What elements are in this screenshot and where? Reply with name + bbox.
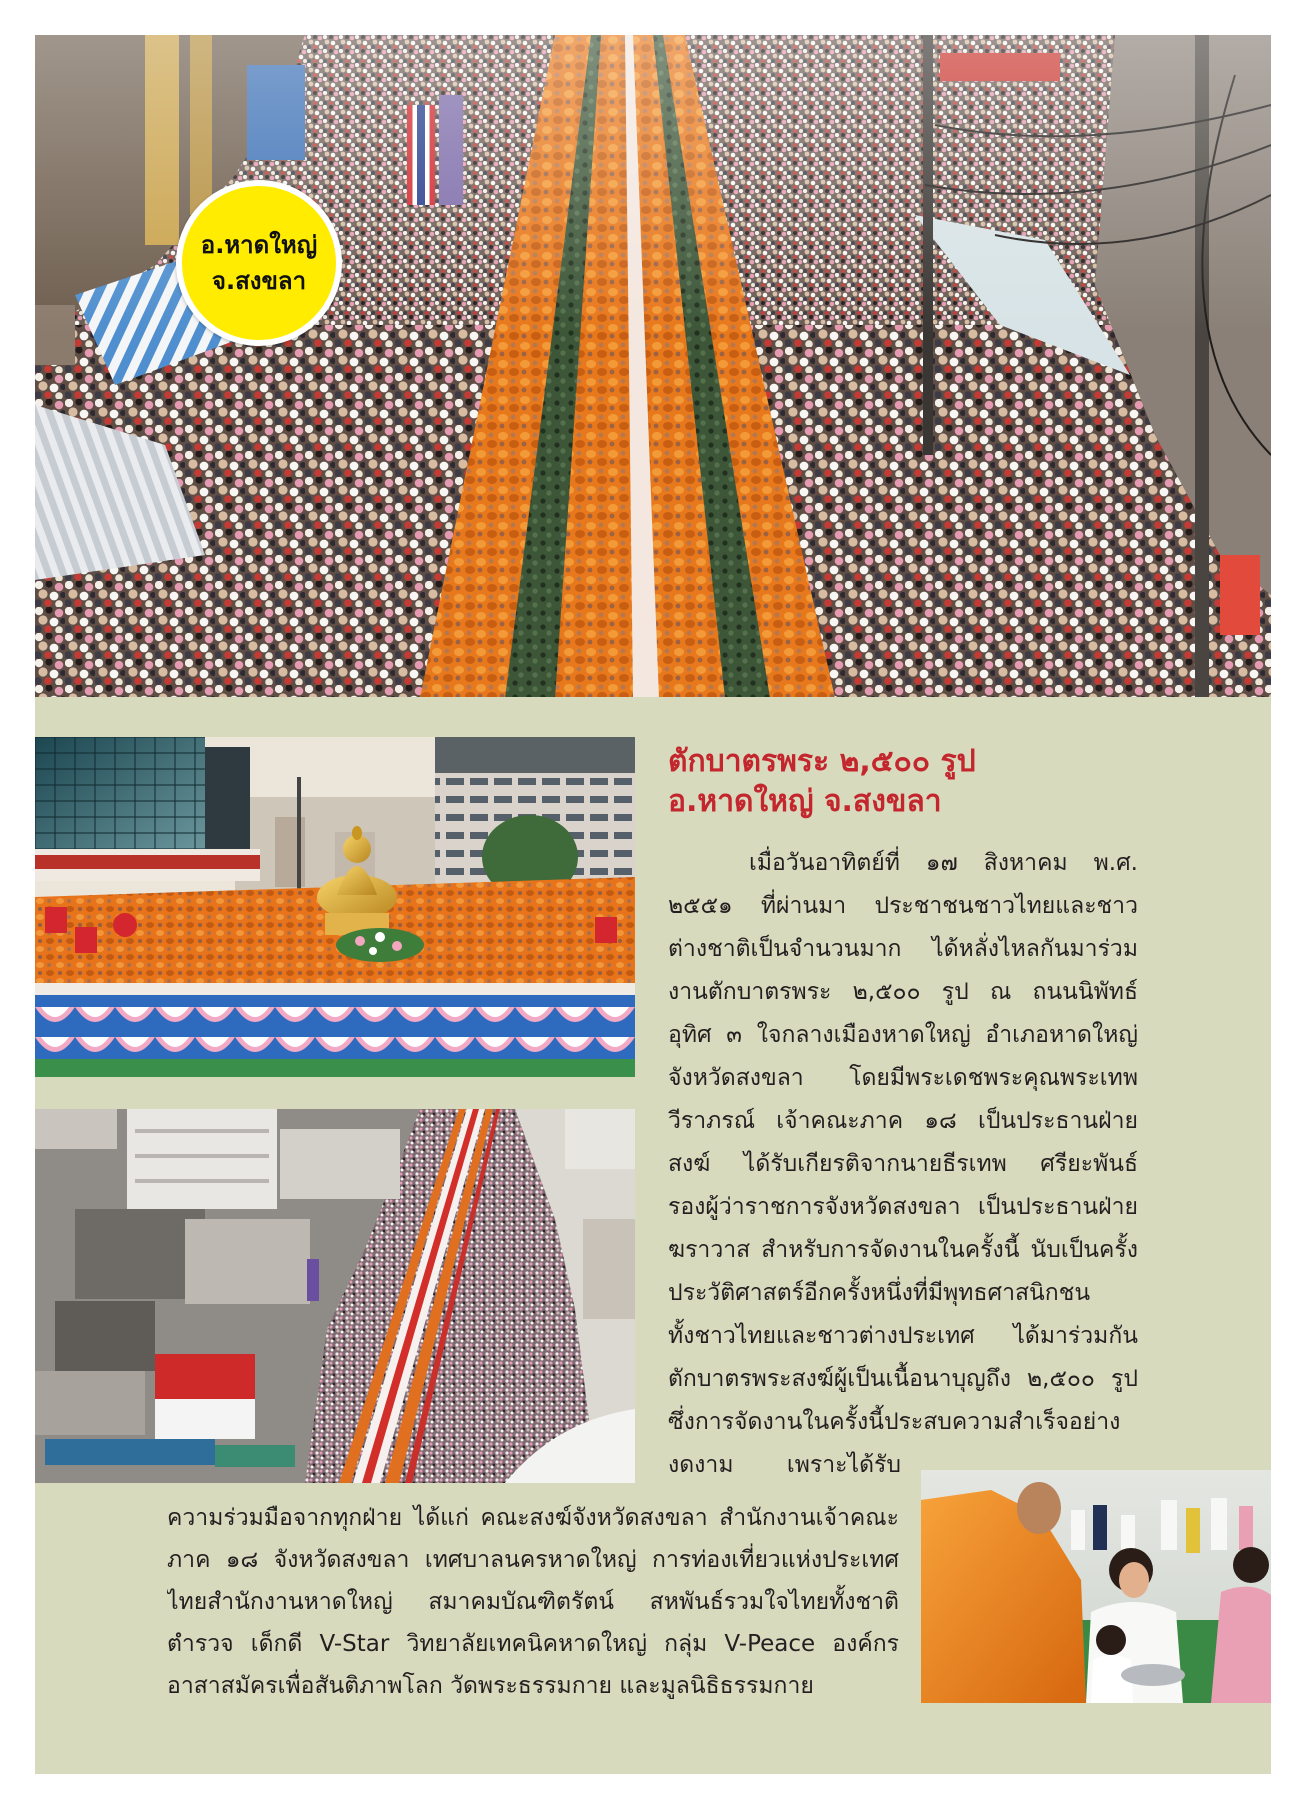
body-line: จังหวัดสงขลา โดยมีพระเดชพระคุณพระเทพ <box>668 1065 1138 1091</box>
location-badge <box>176 180 342 346</box>
body-line: ตำรวจ เด็กดี V-Star วิทยาลัยเทคนิคหาดใหญ่ กลุ่ม V-Peace องค์กร <box>167 1631 899 1657</box>
body-line: ต่างชาติเป็นจำนวนมาก ได้หลั่งไหลกันมาร่วม <box>668 936 1138 962</box>
article-title-line: อ.หาดใหญ่ จ.สงขลา <box>668 784 942 819</box>
body-line: ทั้งชาวไทยและชาวต่างประเทศ ได้มาร่วมกัน <box>668 1323 1138 1349</box>
body-line: วีราภรณ์ เจ้าคณะภาค ๑๘ เป็นประธานฝ่าย <box>668 1108 1138 1134</box>
red-white-sign-box <box>155 1354 255 1439</box>
body-line: ซึ่งการจัดงานในครั้งนี้ประสบความสำเร็จอย่าง <box>668 1409 1121 1435</box>
photo-buddha-ceremony-image <box>35 737 635 1077</box>
article-title <box>668 742 1228 822</box>
body-line: ภาค ๑๘ จังหวัดสงขลา เทศบาลนครหาดใหญ่ การท่องเที่ยวแห่งประเทศ <box>167 1547 899 1573</box>
blue-decoration <box>35 995 635 1059</box>
child <box>1096 1625 1126 1655</box>
body-line: ไทยสำนักงานหาดใหญ่ สมาคมบัณฑิตรัตน์ สหพันธ์รวมใจไทยทั้งชาติ <box>167 1589 899 1615</box>
flower-wreath <box>336 928 424 962</box>
body-line: ๒๕๕๑ ที่ผ่านมา ประชาชนชาวไทยและชาว <box>668 893 1138 919</box>
badge-province: จ.สงขลา <box>211 267 307 295</box>
photo-giving-alms <box>921 1470 1271 1703</box>
body-line: ฆราวาส สำหรับการจัดงานในครั้งนี้ นับเป็นครั้ง <box>668 1237 1138 1263</box>
body-line: เมื่อวันอาทิตย์ที่ ๑๗ สิงหาคม พ.ศ. <box>749 850 1138 876</box>
white-tower <box>127 1109 277 1209</box>
article-title-line: ตักบาตรพระ ๒,๕๐๐ รูป <box>668 744 976 779</box>
alms-bowl <box>1121 1664 1185 1686</box>
background-people <box>1071 1498 1253 1553</box>
monk-head <box>1017 1482 1061 1534</box>
body-line: ตักบาตรพระสงฆ์ผู้เป็นเนื้อนาบุญถึง ๒,๕๐๐ รูป <box>668 1366 1138 1392</box>
red-sign-band <box>35 855 260 869</box>
hero-photo-alms-procession <box>35 35 1271 698</box>
photo-aerial-procession <box>35 1109 635 1483</box>
body-line: งดงาม เพราะได้รับ <box>668 1452 901 1478</box>
badge-district: อ.หาดใหญ่ <box>200 231 318 259</box>
body-line: งานตักบาตรพระ ๒,๕๐๐ รูป ณ ถนนนิพัทธ์ <box>668 979 1138 1005</box>
article-body <box>668 842 1138 1487</box>
article-body-continued <box>167 1497 899 1707</box>
body-line: ประวัติศาสตร์อีกครั้งหนึ่งที่มีพุทธศาสนิกชน <box>668 1280 1091 1306</box>
hero-photo-image <box>35 35 1271 698</box>
person-pink-shirt <box>1211 1587 1271 1703</box>
body-line: สงฆ์ ได้รับเกียรติจากนายธีรเทพ ศรียะพันธ์ <box>668 1151 1138 1177</box>
photo-aerial-procession-image <box>35 1109 635 1483</box>
body-line: ความร่วมมือจากทุกฝ่าย ได้แก่ คณะสงฆ์จังหวัดสงขลา สำนักงานเจ้าคณะ <box>167 1505 899 1531</box>
body-line: รองผู้ว่าราชการจังหวัดสงขลา เป็นประธานฝ่าย <box>668 1194 1138 1220</box>
photo-giving-alms-image <box>921 1470 1271 1703</box>
photo-buddha-ceremony <box>35 737 635 1077</box>
body-line: อาสาสมัครเพื่อสันติภาพโลก วัดพระธรรมกาย และมูลนิธิธรรมกาย <box>167 1673 814 1699</box>
body-line: อุทิศ ๓ ใจกลางเมืองหาดใหญ่ อำเภอหาดใหญ่ <box>668 1022 1138 1048</box>
